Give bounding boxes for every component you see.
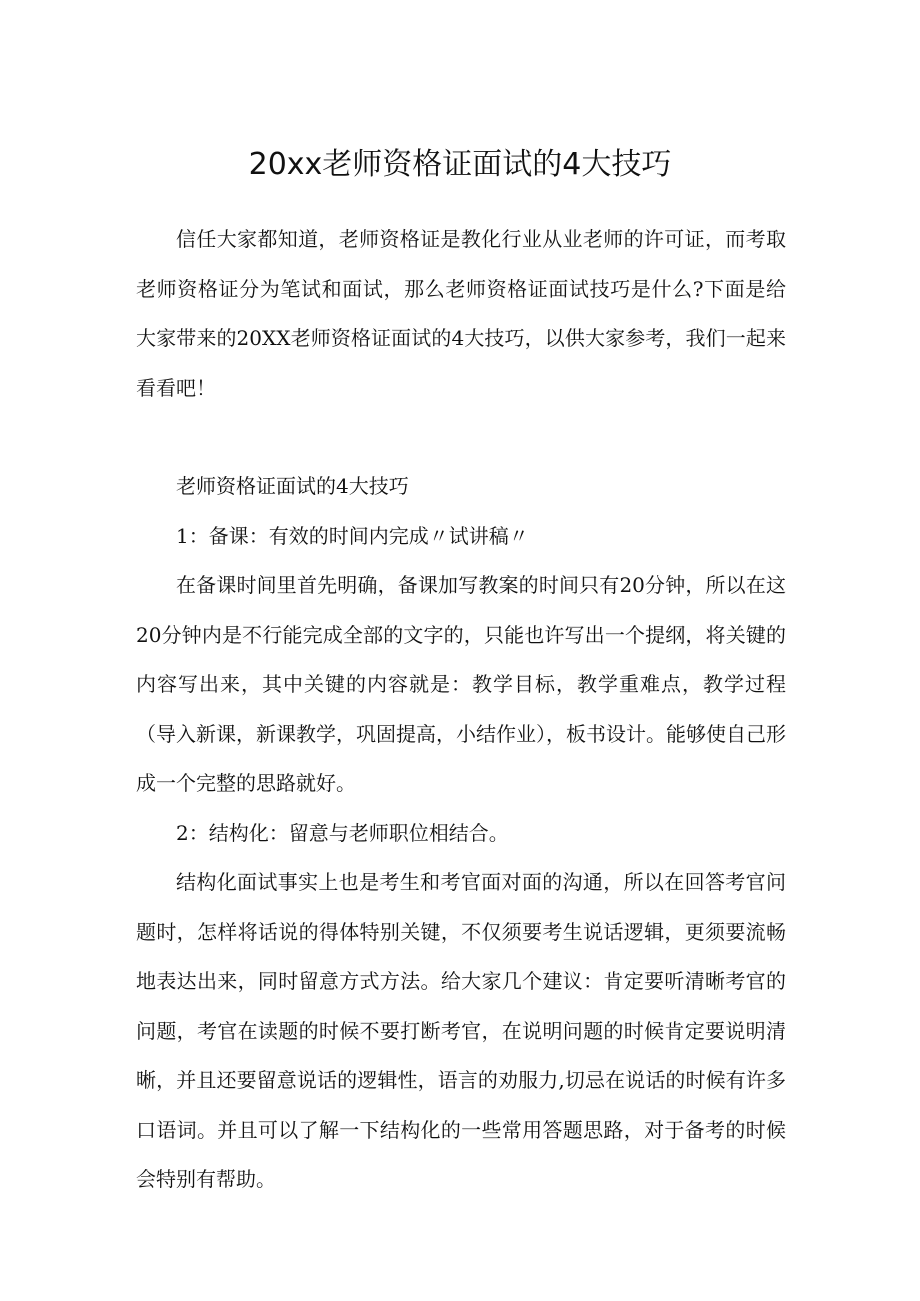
- document-title: 20xx老师资格证面试的4大技巧: [248, 147, 672, 182]
- document-body: [136, 215, 786, 1205]
- tip-1-body: 在备课时间里首先明确，备课加写教案的时间只有20分钟，所以在这20分钟内是不行能完成全部的文字的，只能也许写出一个提纲，将关键的内容写出来，其中关键的内容就是：教学目标，教学重难点，教学过程（导入新课，新课教学，巩固提高，小结作业），板书设计。能够使自己形成一个完整的思路就好。: [136, 573, 786, 795]
- tip-2-body: 结构化面试事实上也是考生和考官面对面的沟通，所以在回答考官问题时，怎样将话说的得体特别关键，不仅须要考生说话逻辑，更须要流畅地表达出来，同时留意方式方法。给大家几个建议：肯定要听清晰考官的问题，考官在读题的时候不要打断考官，在说明问题的时候肯定要说明清晰，并且还要留意说话的逻辑性，语言的劝服力,切忌在说话的时候有许多口语词。并且可以了解一下结构化的一些常用答题思路，对于备考的时候会特别有帮助。: [136, 870, 786, 1191]
- tip-1-heading: 1：备课：有效的时间内完成〃试讲稿〃: [176, 523, 529, 548]
- intro-paragraph: 信任大家都知道，老师资格证是教化行业从业老师的许可证，而考取老师资格证分为笔试和面试，那么老师资格证面试技巧是什么?下面是给大家带来的20XX老师资格证面试的4大技巧，以供大家参考，我们一起来看看吧！: [136, 227, 786, 400]
- section-heading: 老师资格证面试的4大技巧: [176, 474, 409, 498]
- tip-2-heading: 2：结构化：留意与老师职位相结合。: [176, 820, 509, 845]
